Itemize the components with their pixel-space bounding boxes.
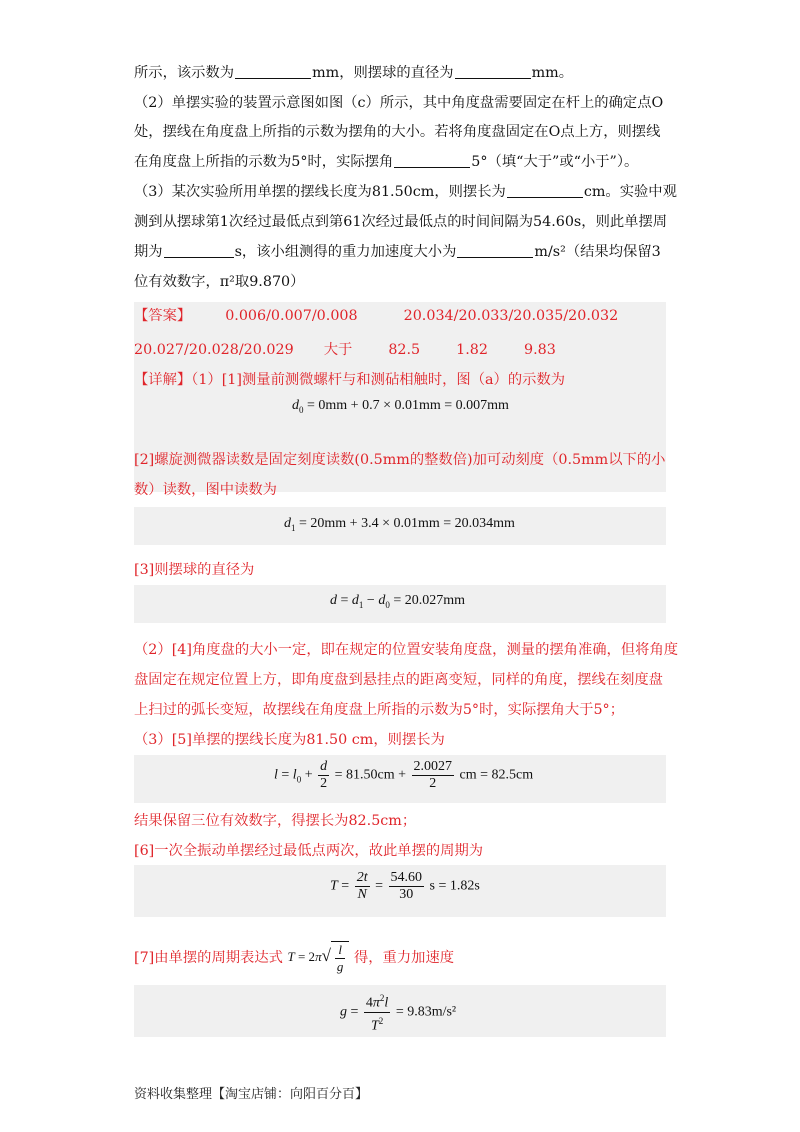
formula-text: = 20mm + 3.4 × 0.01mm = 20.034mm bbox=[299, 516, 515, 531]
detail-line-5: （2）[4]角度盘的大小一定，即在规定的位置安装角度盘，测量的摆角准确，但将角度 bbox=[134, 642, 679, 658]
answer-line-1 bbox=[134, 306, 618, 326]
formula-text: cm = 82.5cm bbox=[459, 767, 534, 783]
question-text: 期为 bbox=[134, 244, 163, 260]
formula-text: N bbox=[357, 887, 367, 902]
detail-text: [7]由单摆的周期表达式 bbox=[134, 950, 283, 966]
question-text: cm。实验中观 bbox=[583, 184, 677, 200]
answer-value: 20.027/20.028/20.029 bbox=[134, 342, 294, 358]
question-line-1 bbox=[134, 63, 573, 83]
answer-blank bbox=[455, 64, 531, 79]
detail-line-2: [2]螺旋测微器读数是固定刻度读数(0.5mm的整数倍)加可动刻度（0.5mm以下的小 bbox=[134, 452, 666, 468]
answer-value: 0.006/0.007/0.008 bbox=[225, 308, 358, 324]
formula-text: s = 1.82s bbox=[429, 878, 480, 894]
formula-text: = 9.83m/s² bbox=[395, 1004, 457, 1020]
question-line-4 bbox=[134, 152, 638, 172]
question-text: 在角度盘上所指的示数为5°时，实际摆角 bbox=[134, 154, 394, 170]
formula-period: T = $\frac{2t}{N}$ = $\frac{54.60}{30}$ s = 1.82s bbox=[330, 870, 480, 902]
detail-line-3: 数）读数，图中读数为 bbox=[134, 482, 277, 498]
formula-length: $l = l_0$ + $\frac{d}{2}$ = 81.50cm + $\frac{2.0027}{2}$ cm = 82.5cm bbox=[274, 759, 534, 791]
detail-line-9: 结果保留三位有效数字，得摆长为82.5cm； bbox=[134, 813, 417, 829]
formula-text: = 81.50cm + bbox=[334, 767, 406, 783]
formula-text: = 20.027mm bbox=[393, 593, 465, 608]
question-line-3: 处，摆线在角度盘上所指的示数为摆角的大小。若将角度盘固定在O点上方，则摆线 bbox=[134, 124, 661, 140]
formula-d: $d = d_1 - d_0 = 20.027mm$ bbox=[330, 593, 465, 610]
detail-label: 【详解】 bbox=[134, 372, 192, 388]
detail-line-8: （3）[5]单摆的摆线长度为81.50 cm，则摆长为 bbox=[134, 732, 445, 748]
answer-value: 82.5 bbox=[388, 342, 421, 358]
question-text: mm，则摆球的直径为 bbox=[312, 65, 454, 81]
formula-text: 2 bbox=[429, 776, 437, 791]
answer-blank bbox=[457, 243, 533, 258]
formula-d1: $d_1 = 20mm + 3.4 \times 0.01mm = 20.034mm$ bbox=[284, 516, 515, 533]
question-text: m/s²（结果均保留3 bbox=[534, 244, 661, 260]
detail-text: （1）[1]测量前测微螺杆与和测砧相触时，图（a）的示数为 bbox=[191, 372, 566, 388]
formula-text: 54.60 bbox=[390, 870, 422, 885]
formula-gravity: g = $\frac{4\pi^2l}{T^2}$ = 9.83m/s² bbox=[340, 990, 456, 1034]
detail-line-6: 盘固定在规定位置上方，即角度盘到悬挂点的距离变短，同样的角度，摆线在刻度盘 bbox=[134, 672, 663, 688]
question-line-7 bbox=[134, 242, 661, 262]
footer-text: 资料收集整理【淘宝店铺：向阳百分百】 bbox=[134, 1087, 369, 1102]
question-line-8: 位有效数字，π²取9.870） bbox=[134, 274, 305, 290]
answer-value: 20.034/20.033/20.035/20.032 bbox=[403, 308, 619, 324]
answer-line-2 bbox=[134, 340, 556, 360]
answer-value: 9.83 bbox=[524, 342, 556, 358]
formula-text: 2t bbox=[356, 870, 368, 885]
detail-line-1 bbox=[134, 370, 565, 390]
detail-line-10: [6]一次全振动单摆经过最低点两次，故此单摆的周期为 bbox=[134, 843, 484, 859]
answer-blank bbox=[507, 183, 583, 198]
formula-text: 30 bbox=[399, 887, 414, 902]
question-text: （3）某次实验所用单摆的摆线长度为81.50cm，则摆长为 bbox=[134, 184, 506, 200]
detail-text: 得，重力加速度 bbox=[353, 950, 455, 966]
answer-value: 1.82 bbox=[456, 342, 488, 358]
question-text: 所示，该示数为 bbox=[134, 65, 235, 81]
question-line-2: （2）单摆实验的装置示意图如图（c）所示，其中角度盘需要固定在杆上的确定点O bbox=[134, 95, 664, 111]
answer-label: 【答案】 bbox=[134, 308, 192, 324]
detail-line-4: [3]则摆球的直径为 bbox=[134, 562, 255, 578]
question-text: s，该小组测得的重力加速度大小为 bbox=[234, 244, 457, 260]
detail-line-11 bbox=[134, 941, 454, 975]
answer-blank bbox=[164, 243, 234, 258]
question-line-6: 测到从摆球第1次经过最低点到第61次经过最低点的时间间隔为54.60s，则此单摆周 bbox=[134, 214, 668, 230]
answer-blank bbox=[394, 153, 470, 168]
question-text: mm。 bbox=[531, 65, 573, 81]
detail-line-7: 上扫过的弧长变短，故摆线在角度盘上所指的示数为5°时，实际摆角大于5°； bbox=[134, 702, 624, 718]
formula-text: 2.0027 bbox=[413, 759, 452, 774]
question-text: 5°（填“大于”或“小于”）。 bbox=[471, 154, 639, 170]
formula-text: = 0mm + 0.7 × 0.01mm = 0.007mm bbox=[307, 398, 509, 413]
formula-d0: $d_0 = 0mm + 0.7 \times 0.01mm = 0.007mm$ bbox=[292, 398, 509, 415]
answer-value: 大于 bbox=[323, 342, 353, 358]
question-line-5 bbox=[134, 182, 677, 202]
answer-blank bbox=[235, 64, 311, 79]
formula-inline-period: T = 2π√ $\frac{l}{g}$ bbox=[287, 949, 349, 964]
